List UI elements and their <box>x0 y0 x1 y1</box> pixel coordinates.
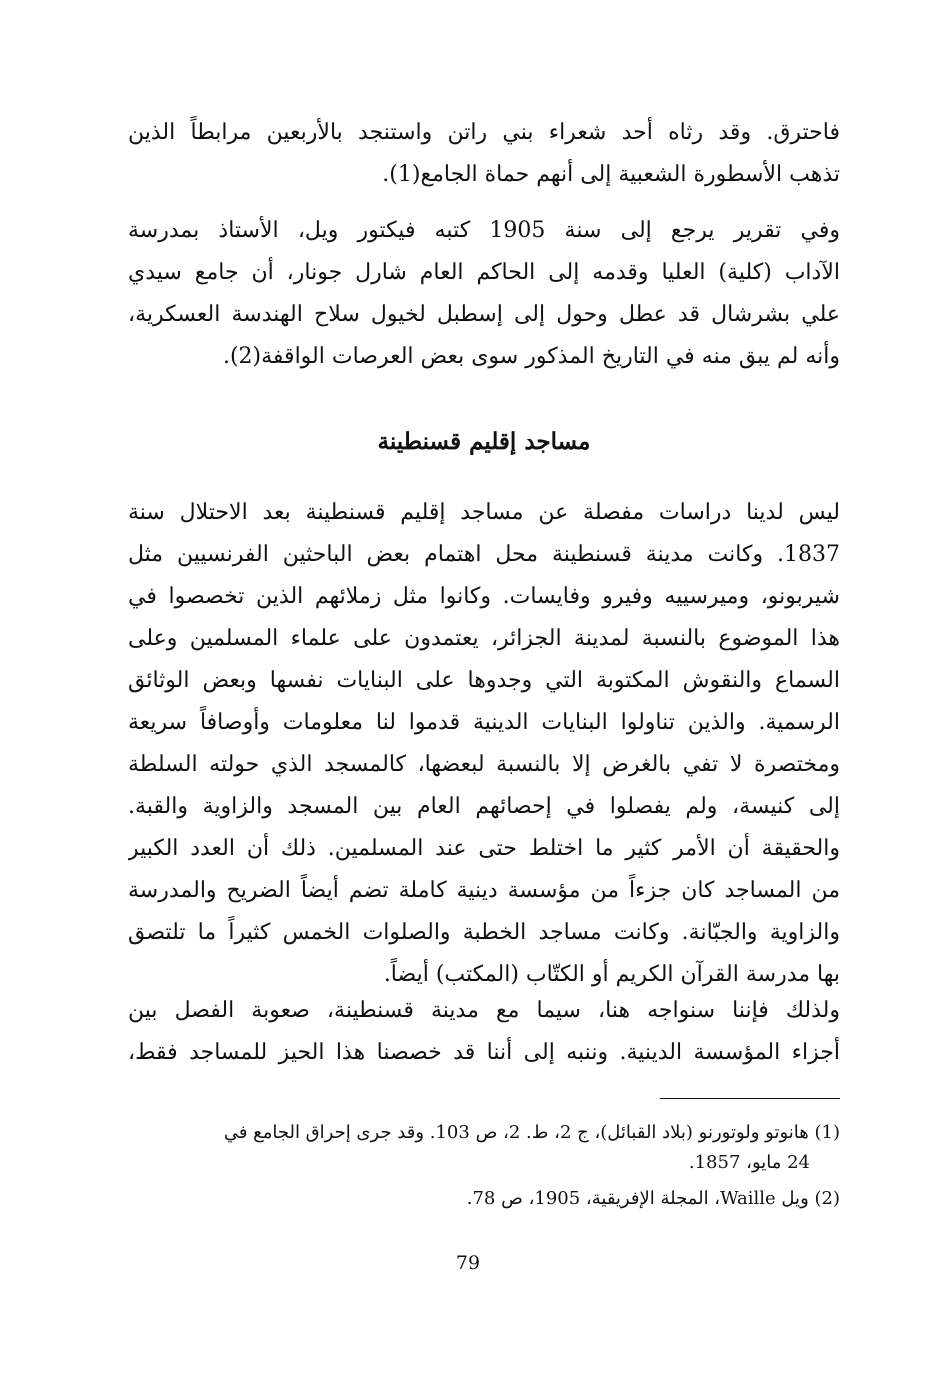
text-line: والحقيقة أن الأمر كثير ما اختلط حتى عند المسلمين. ذلك أن العدد الكبير <box>128 836 840 861</box>
paragraph-2 <box>128 210 840 378</box>
footnote-separator <box>660 1098 840 1099</box>
text-line: من المساجد كان جزءاً من مؤسسة دينية كاملة تضم أيضاً الضريح والمدرسة <box>128 878 840 903</box>
text-line: أجزاء المؤسسة الدينية. وننبه إلى أننا قد خصصنا هذا الحيز للمساجد فقط، <box>128 1040 840 1065</box>
text-line: ومختصرة لا تفي بالغرض إلا بالنسبة لبعضها، كالمسجد الذي حولته السلطة <box>128 752 840 777</box>
footnote-1: (1) هانوتو ولوتورنو (بلاد القبائل)، ج 2، ط. 2، ص 103. وقد جرى إحراق الجامع في <box>223 1122 840 1143</box>
paragraph-3 <box>128 492 840 996</box>
paragraph-4 <box>128 990 840 1074</box>
text-line: 1837. وكانت مدينة قسنطينة محل اهتمام بعض الباحثين الفرنسيين مثل <box>128 542 840 567</box>
paragraph-1 <box>128 112 840 196</box>
text-line: فاحترق. وقد رثاه أحد شعراء بني راتن واستنجد بالأربعين مرابطاً الذين <box>128 120 840 145</box>
text-line: والزاوية والجبّانة. وكانت مساجد الخطبة والصلوات الخمس كثيراً ما تلتصق <box>128 920 840 945</box>
text-line: السماع والنقوش المكتوبة التي وجدوها على البنايات نفسها وبعض الوثائق <box>128 668 840 693</box>
text-line: هذا الموضوع بالنسبة لمدينة الجزائر، يعتمدون على علماء المسلمين وعلى <box>128 626 840 651</box>
text-line: الرسمية. والذين تناولوا البنايات الدينية قدموا لنا معلومات وأوصافاً سريعة <box>128 710 840 735</box>
text-line: شيربونو، وميرسييه وفيرو وفايسات. وكانوا مثل زملائهم الذين تخصصوا في <box>128 584 840 609</box>
text-line: ولذلك فإننا سنواجه هنا، سيما مع مدينة قسنطينة، صعوبة الفصل بين <box>128 998 840 1023</box>
footnotes <box>128 1118 840 1214</box>
footnote-1-continuation: 24 مايو، 1857. <box>688 1152 810 1173</box>
text-line: وأنه لم يبق منه في التاريخ المذكور سوى بعض العرصات الواقفة(2). <box>222 344 840 369</box>
text-line: ليس لدينا دراسات مفصلة عن مساجد إقليم قسنطينة بعد الاحتلال سنة <box>128 500 840 525</box>
footnote-2: (2) ويل Waille، المجلة الإفريقية، 1905، ص 78. <box>466 1188 840 1209</box>
text-line: بها مدرسة القرآن الكريم أو الكتّاب (المكتب) أيضاً. <box>383 962 840 987</box>
section-heading: مساجد إقليم قسنطينة <box>377 428 591 455</box>
text-line: تذهب الأسطورة الشعبية إلى أنهم حماة الجامع(1). <box>382 162 840 187</box>
page-number: 79 <box>455 1252 481 1274</box>
text-line: علي بشرشال قد عطل وحول إلى إسطبل لخيول سلاح الهندسة العسكرية، <box>128 302 840 327</box>
text-line: الآداب (كلية) العليا وقدمه إلى الحاكم العام شارل جونار، أن جامع سيدي <box>128 260 840 285</box>
text-line: وفي تقرير يرجع إلى سنة 1905 كتبه فيكتور ويل، الأستاذ بمدرسة <box>128 218 840 243</box>
text-line: إلى كنيسة، ولم يفصلوا في إحصائهم العام بين المسجد والزاوية والقبة. <box>128 794 840 819</box>
